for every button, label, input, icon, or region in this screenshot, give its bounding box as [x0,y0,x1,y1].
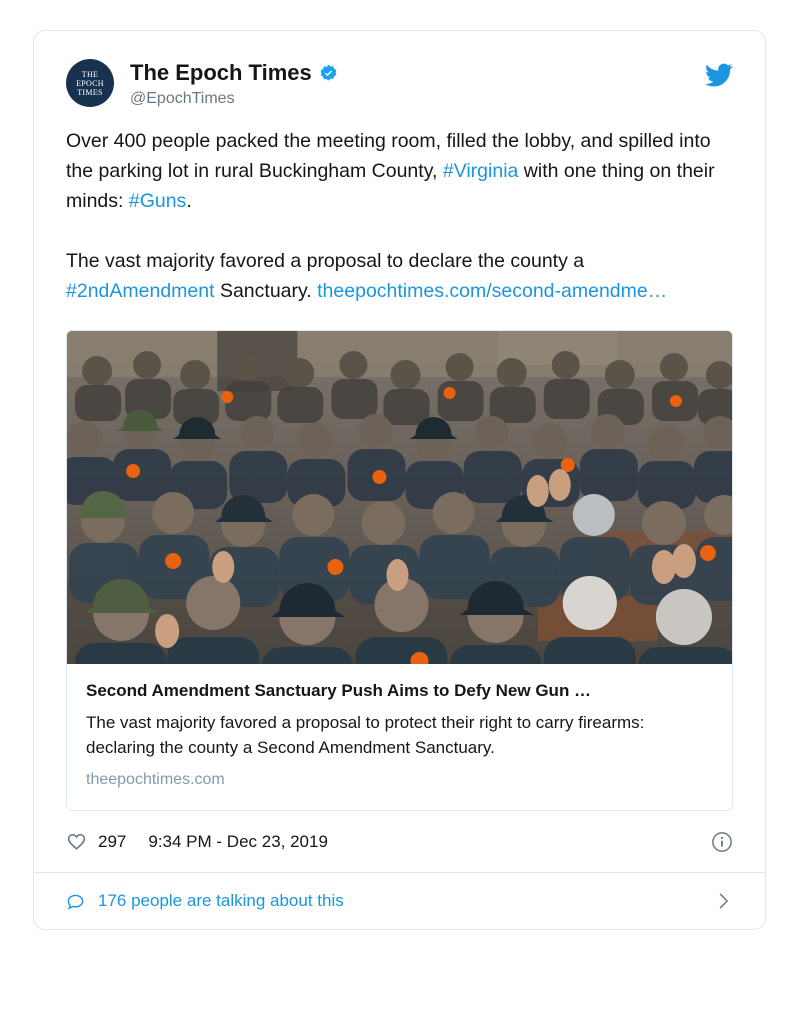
heart-icon[interactable] [66,831,87,852]
link-preview-title[interactable]: Second Amendment Sanctuary Push Aims to Defy New Gun … [86,681,592,700]
like-count: 297 [98,831,127,851]
link-preview-text [67,664,732,810]
tweet-header [34,31,765,110]
replies-count-label[interactable]: 176 people are talking about this [98,891,344,910]
hashtag-2ndamendment-link[interactable]: #2ndAmendment [66,280,215,302]
tweet-p1-segment-3: . [186,190,192,212]
display-name-row [130,60,338,86]
avatar-line-1: THE [81,69,99,79]
tweet-replies-footer[interactable] [34,872,765,929]
tweet-p1-segment-1: Over 400 people packed the meeting room, filled the lobby, and spilled into the parking lot in rural Buckingham County, [66,130,711,182]
tweet-timestamp[interactable]: 9:34 PM - Dec 23, 2019 [148,831,328,851]
account-display-name[interactable]: The Epoch Times [130,60,312,85]
hashtag-guns-link[interactable]: #Guns [128,190,187,212]
link-preview-image[interactable] [67,331,732,664]
link-preview-card[interactable] [66,330,733,811]
tweet-shortlink[interactable]: theepochtimes.com/second-amendme… [317,280,668,302]
info-icon[interactable] [711,831,733,853]
tweet-paragraph-2 [66,246,733,306]
tweet-card[interactable] [33,30,766,930]
twitter-logo-icon[interactable] [705,61,733,89]
account-handle[interactable]: @EpochTimes [130,90,235,107]
paragraph-spacer [66,216,733,246]
avatar-line-2: EPOCH [76,78,104,88]
tweet-p2-segment-2: Sanctuary. [214,280,318,302]
link-preview-description: The vast majority favored a proposal to protect their right to carry firearms: declaring the county a Second Amendment Sanctuary. [86,713,645,757]
reply-bubble-icon [66,892,85,911]
link-preview-domain: theepochtimes.com [86,771,225,788]
hashtag-virginia-link[interactable]: #Virginia [442,160,519,182]
tweet-meta-row [34,811,765,872]
avatar[interactable] [66,59,114,107]
chevron-right-icon[interactable] [713,891,733,911]
like-group[interactable] [66,831,126,852]
verified-badge-icon [319,64,338,83]
tweet-p2-segment-1: The vast majority favored a proposal to declare the county a [66,250,585,272]
tweet-p1-segment-2: with one thing on their minds: [66,160,715,212]
account-name-block [130,59,338,110]
avatar-line-3: TIMES [77,87,103,97]
tweet-body-text [34,110,765,306]
tweet-paragraph-1 [66,126,733,216]
